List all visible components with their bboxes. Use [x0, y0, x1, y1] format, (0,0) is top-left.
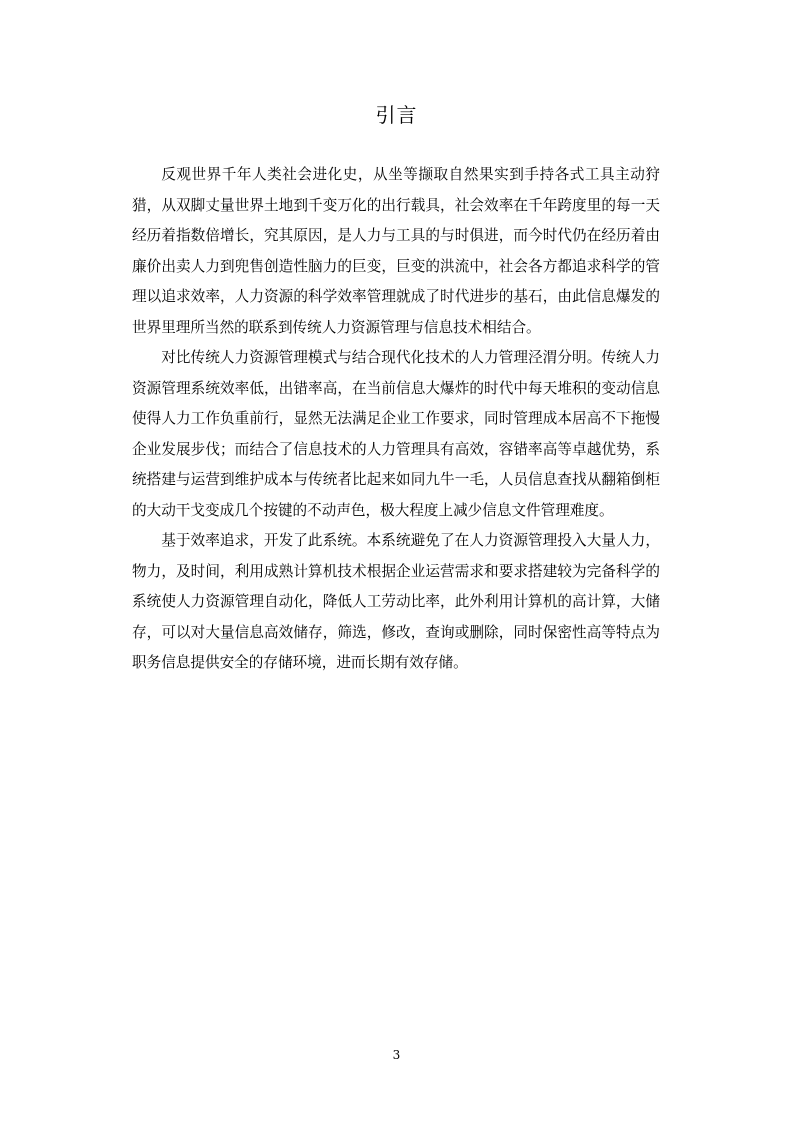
paragraph-1: 反观世界千年人类社会进化史，从坐等撷取自然果实到手持各式工具主动狩猎，从双脚丈量世界土地到千变万化的出行载具，社会效率在千年跨度里的每一天经历着指数倍增长，究其原因，是人力与工具的与时俱进，而今时代仍在经历着由廉价出卖人力到兜售创造性脑力的巨变，巨变的洪流中，社会各方都追求科学的管理以追求效率，人力资源的科学效率管理就成了时代进步的基石，由此信息爆发的世界里理所当然的联系到传统人力资源管理与信息技术相结合。 [132, 166, 660, 336]
body-text [132, 160, 660, 679]
page-number: 3 [392, 1048, 401, 1062]
paragraph-2: 对比传统人力资源管理模式与结合现代化技术的人力管理泾渭分明。传统人力资源管理系统效率低，出错率高，在当前信息大爆炸的时代中每天堆积的变动信息使得人力工作负重前行，显然无法满足企业工作要求，同时管理成本居高不下拖慢企业发展步伐；而结合了信息技术的人力管理具有高效，容错率高等卓越优势，系统搭建与运营到维护成本与传统者比起来如同九牛一毛，人员信息查找从翻箱倒柜的大动干戈变成几个按键的不动声色，极大程度上减少信息文件管理难度。 [132, 349, 660, 519]
page-title: 引言 [375, 103, 418, 127]
paragraph-3: 基于效率追求，开发了此系统。本系统避免了在人力资源管理投入大量人力，物力，及时间，利用成熟计算机技术根据企业运营需求和要求搭建较为完备科学的系统使人力资源管理自动化，降低人工劳动比率，此外利用计算机的高计算，大储存，可以对大量信息高效储存，筛选，修改，查询或删除，同时保密性高等特点为职务信息提供安全的存储环境，进而长期有效存储。 [132, 532, 660, 671]
